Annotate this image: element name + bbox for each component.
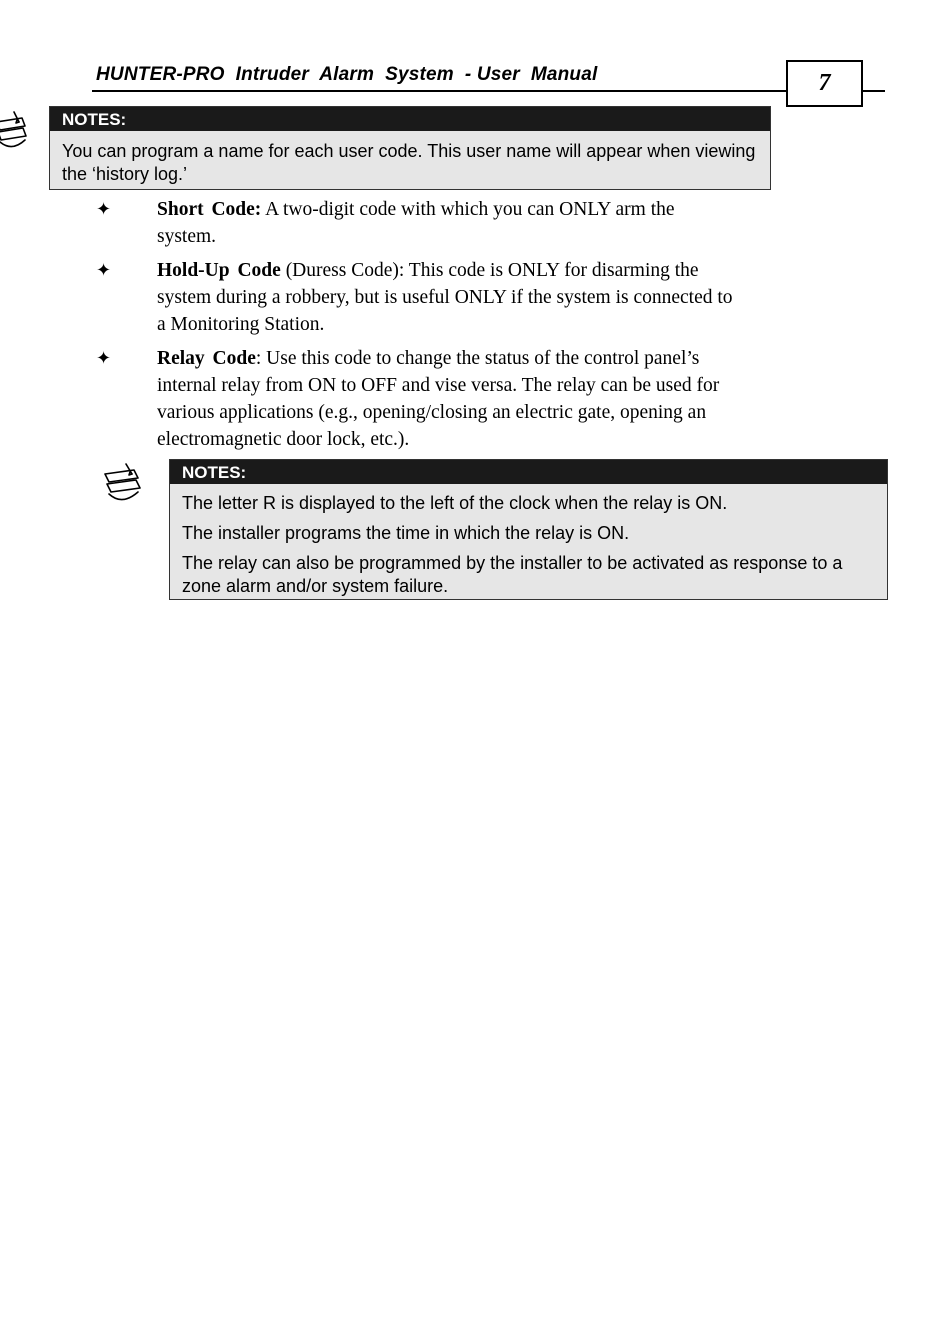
note-text: The installer programs the time in which the relay is ON.: [182, 523, 630, 543]
description-relay-code: : Use this code to change the status of the control panel’s internal relay from ON to OFF and vise versa. The relay can be used for various applications (e.g., opening/closing an electric gate, opening an electromagnetic door lock, etc.).: [157, 348, 720, 450]
list-item-relay-code: [96, 345, 736, 453]
list-item-hold-up-code: [96, 257, 736, 338]
description-hold-up-code: (Duress Code): This code is ONLY for disarming the system during a robbery, but is useful ONLY if the system is connected to a Monitoring Station.: [157, 260, 733, 335]
manual-title: HUNTER-PRO Intruder Alarm System - User Manual: [96, 64, 598, 85]
notes-box-relay: [169, 459, 888, 600]
term-relay-code: Relay Code: [157, 348, 256, 369]
list-item-short-code: [96, 196, 736, 250]
code-types-list: [96, 196, 736, 460]
term-short-code: Short Code:: [157, 199, 262, 220]
note-text: The letter R is displayed to the left of the clock when the relay is ON.: [182, 493, 728, 513]
note-text: The relay can also be programmed by the installer to be activated as response to a zone alarm and/or system failure.: [182, 553, 843, 596]
notes-body: [170, 484, 887, 604]
notes-heading: NOTES:: [170, 460, 887, 484]
header-rule: [92, 90, 885, 92]
page-number: 7: [786, 60, 863, 107]
description-short-code: A two-digit code with which you can ONLY arm the system.: [157, 199, 675, 247]
writing-hand-icon: [100, 462, 146, 510]
notes-body: [50, 131, 770, 192]
term-hold-up-code: Hold-Up Code: [157, 260, 281, 281]
four-pointed-star-icon: ✦: [96, 260, 112, 280]
notes-box-user-name: [49, 106, 771, 190]
writing-hand-icon: [0, 108, 32, 156]
note-text: You can program a name for each user code. This user name will appear when viewing the ‘history log.’: [62, 141, 756, 184]
notes-heading: NOTES:: [50, 107, 770, 131]
four-pointed-star-icon: ✦: [96, 348, 112, 368]
four-pointed-star-icon: ✦: [96, 199, 112, 219]
